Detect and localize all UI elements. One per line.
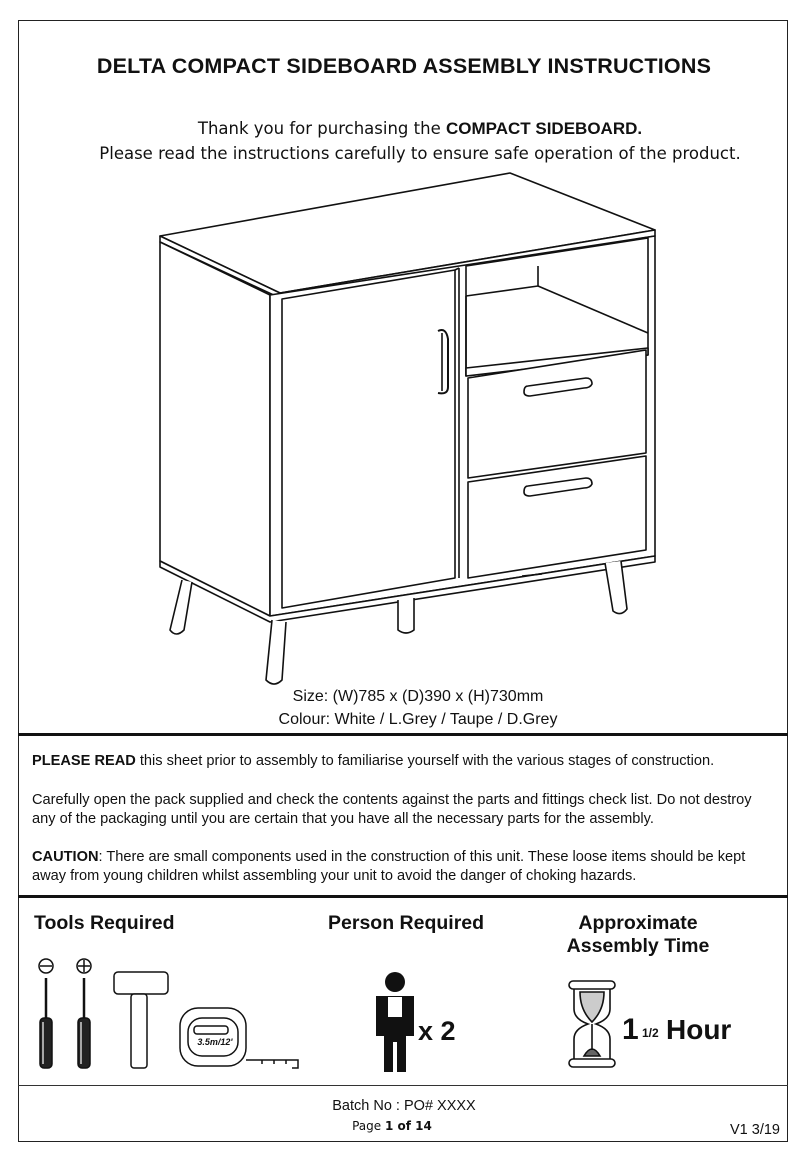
hourglass-icon [566, 978, 618, 1070]
batch-number: Batch No : PO# XXXX [332, 1098, 476, 1114]
sideboard-left-side [160, 242, 270, 616]
leg-front-left [170, 580, 192, 634]
tape-measure-label: 3.5m/12' [197, 1037, 233, 1047]
colour-spec: Colour: White / L.Grey / Taupe / D.Grey [278, 711, 558, 728]
flat-screwdriver-icon [39, 959, 53, 1068]
tools-illustration [30, 950, 310, 1080]
product-name: COMPACT SIDEBOARD. [445, 119, 643, 138]
person-heading: Person Required [328, 912, 485, 934]
phillips-screwdriver-icon [77, 959, 91, 1068]
thanks-prefix: Thank you for purchasing the [197, 119, 446, 138]
divider-2 [18, 895, 788, 898]
page-prefix: Page [352, 1119, 385, 1133]
page-of: of [393, 1119, 416, 1133]
page-current: 1 [384, 1119, 394, 1133]
size-spec: Size: (W)785 x (D)390 x (H)730mm [292, 688, 544, 705]
intro-text [0, 116, 808, 166]
page-title: DELTA COMPACT SIDEBOARD ASSEMBLY INSTRUCTIONS [96, 54, 712, 78]
page-total: 14 [415, 1119, 432, 1133]
tools-heading: Tools Required [34, 912, 175, 934]
note-caution-text: : There are small components used in the construction of this unit. These loose items should be kept away from young children whilst assembling your unit to avoid the danger of choking hazards. [32, 849, 746, 884]
hammer-icon [114, 972, 168, 1068]
leg-back-right [605, 561, 627, 614]
version-label: V1 3/19 [730, 1122, 780, 1138]
person-icon [372, 970, 418, 1074]
note-please-read [32, 752, 778, 771]
note-caution [32, 848, 778, 886]
time-heading-line-2: Assembly Time [566, 935, 710, 957]
note-please-read-bold: PLEASE READ [32, 753, 136, 769]
sideboard-illustration [150, 168, 670, 688]
note-open-pack: Carefully open the pack supplied and check the contents against the parts and fittings check list. Do not destroy any of the packaging until you are certain that you have all the necessary parts for the assembly. [32, 792, 752, 827]
page-indicator [0, 1119, 784, 1133]
time-whole: 1 [622, 1013, 639, 1046]
sideboard-door [282, 270, 455, 608]
note-please-read-text: this sheet prior to assembly to familiarise yourself with the various stages of construction. [135, 753, 715, 769]
time-fraction: 1/2 [642, 1026, 659, 1040]
time-heading [548, 912, 728, 958]
note-caution-bold: CAUTION [32, 849, 99, 865]
time-heading-line-1: Approximate [578, 912, 698, 934]
time-unit: Hour [666, 1014, 732, 1045]
leg-front-right [266, 620, 286, 684]
divider-1 [18, 733, 788, 736]
leg-back-left [398, 598, 414, 633]
footer-divider [18, 1085, 788, 1086]
person-count: x 2 [418, 1016, 456, 1046]
read-instruction: Please read the instructions carefully to ensure safe operation of the product. [99, 144, 741, 163]
